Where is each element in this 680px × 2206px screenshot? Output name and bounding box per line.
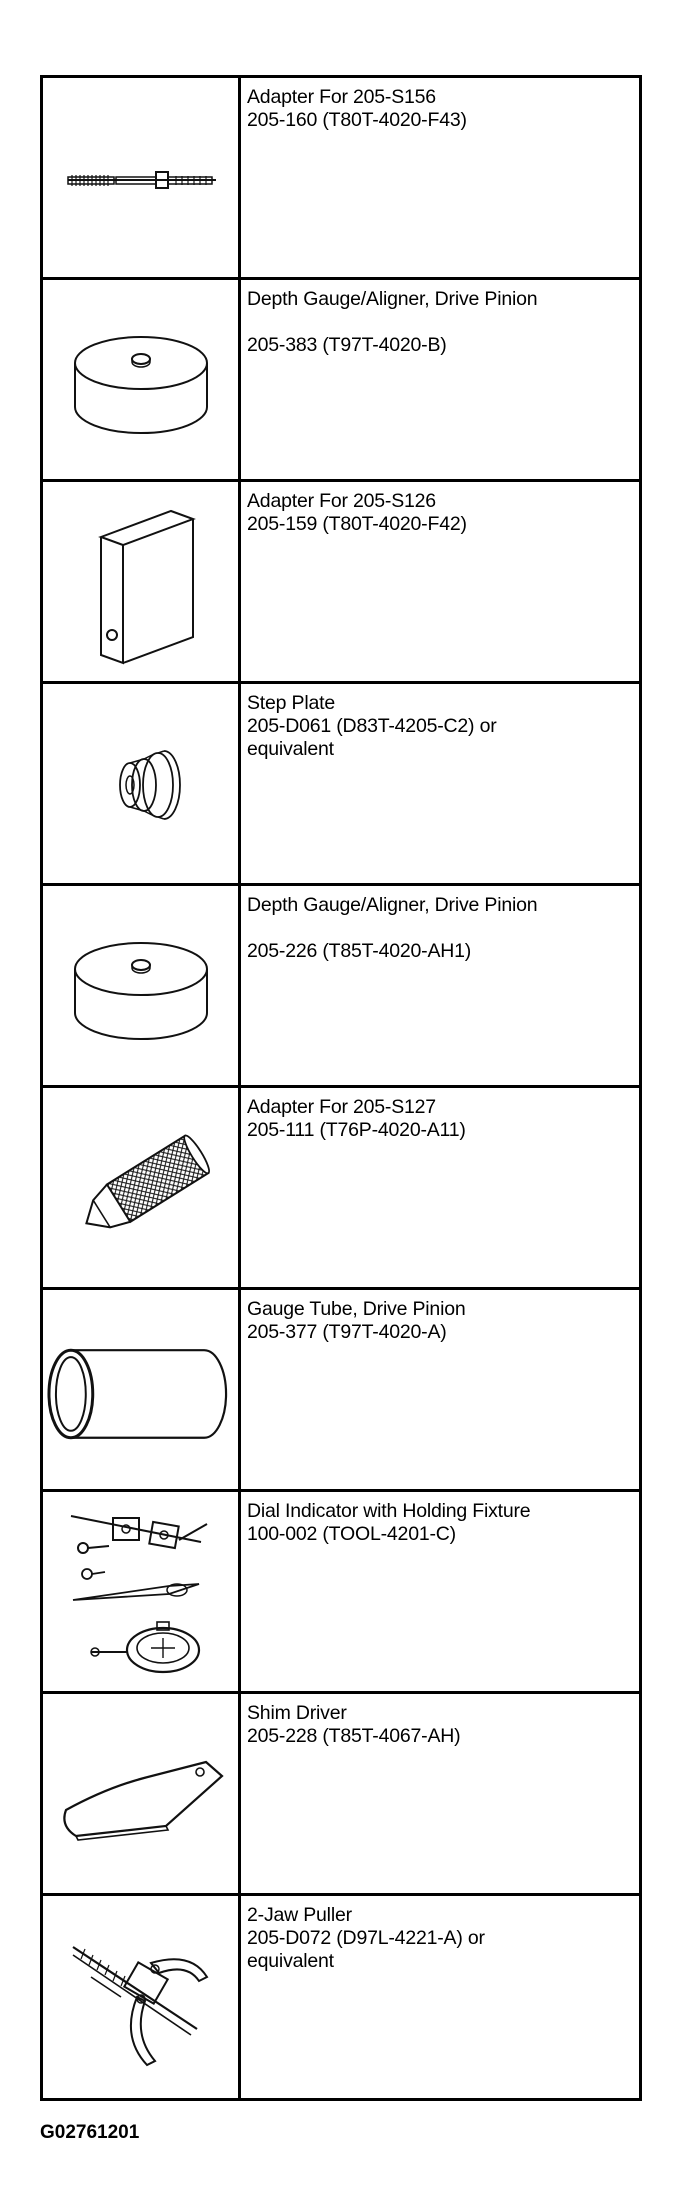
knurled-adapter-icon bbox=[56, 1113, 226, 1263]
tool-row bbox=[43, 280, 639, 482]
tool-part-number: 205-D061 (D83T-4205-C2) or bbox=[247, 715, 497, 737]
figure-id: G02761201 bbox=[40, 2122, 140, 2143]
tool-row bbox=[43, 78, 639, 280]
tool-image-cell bbox=[43, 1694, 241, 1893]
tool-description bbox=[241, 1290, 639, 1489]
tool-name: Depth Gauge/Aligner, Drive Pinion bbox=[247, 894, 538, 916]
tool-description bbox=[241, 1694, 639, 1893]
tool-part-number: 205-377 (T97T-4020-A) bbox=[247, 1321, 447, 1343]
tool-note: equivalent bbox=[247, 1950, 334, 1972]
tool-part-number: 205-D072 (D97L-4221-A) or bbox=[247, 1927, 485, 1949]
tool-description bbox=[241, 280, 639, 479]
tool-description bbox=[241, 482, 639, 681]
tool-part-number: 205-228 (T85T-4067-AH) bbox=[247, 1725, 461, 1747]
tool-row bbox=[43, 1088, 639, 1290]
tool-image-cell bbox=[43, 1088, 241, 1287]
tool-name: Step Plate bbox=[247, 692, 335, 714]
jaw-puller-icon bbox=[51, 1917, 231, 2077]
tool-description bbox=[241, 1492, 639, 1691]
tool-row bbox=[43, 1896, 639, 2098]
tool-name: Adapter For 205-S127 bbox=[247, 1096, 436, 1118]
tool-name: Dial Indicator with Holding Fixture bbox=[247, 1500, 531, 1522]
gauge-tube-icon bbox=[43, 1320, 238, 1460]
dial-indicator-icon bbox=[51, 1502, 231, 1682]
tool-row bbox=[43, 1492, 639, 1694]
tool-part-number: 205-226 (T85T-4020-AH1) bbox=[247, 940, 472, 962]
tool-description bbox=[241, 1088, 639, 1287]
tool-name: Depth Gauge/Aligner, Drive Pinion bbox=[247, 288, 538, 310]
spacer bbox=[247, 917, 633, 940]
tool-part-number: 205-159 (T80T-4020-F42) bbox=[247, 513, 467, 535]
step-plate-icon bbox=[86, 729, 196, 839]
tool-image-cell bbox=[43, 280, 241, 479]
tool-description bbox=[241, 1896, 639, 2098]
tool-image-cell bbox=[43, 482, 241, 681]
tool-part-number: 205-383 (T97T-4020-B) bbox=[247, 334, 447, 356]
spacer bbox=[247, 311, 633, 334]
tool-image-cell bbox=[43, 1492, 241, 1691]
tool-name: Gauge Tube, Drive Pinion bbox=[247, 1298, 466, 1320]
special-tools-table bbox=[40, 75, 642, 2101]
tool-image-cell bbox=[43, 684, 241, 883]
tool-image-cell bbox=[43, 1896, 241, 2098]
shim-driver-icon bbox=[46, 1734, 236, 1854]
tool-row bbox=[43, 1290, 639, 1492]
adapter-block-icon bbox=[71, 497, 211, 667]
tool-part-number: 205-160 (T80T-4020-F43) bbox=[247, 109, 467, 131]
tool-name: 2-Jaw Puller bbox=[247, 1904, 352, 1926]
tool-row bbox=[43, 1694, 639, 1896]
adapter-rod-icon bbox=[56, 158, 226, 198]
tool-part-number: 100-002 (TOOL-4201-C) bbox=[247, 1523, 456, 1545]
depth-gauge-disc-icon bbox=[61, 315, 221, 445]
tool-image-cell bbox=[43, 886, 241, 1085]
tool-note: equivalent bbox=[247, 738, 334, 760]
tool-name: Shim Driver bbox=[247, 1702, 347, 1724]
tool-name: Adapter For 205-S126 bbox=[247, 490, 436, 512]
tool-image-cell bbox=[43, 78, 241, 277]
tool-name: Adapter For 205-S156 bbox=[247, 86, 436, 108]
tool-part-number: 205-111 (T76P-4020-A11) bbox=[247, 1119, 466, 1141]
tool-description bbox=[241, 78, 639, 277]
tool-row bbox=[43, 482, 639, 684]
tool-image-cell bbox=[43, 1290, 241, 1489]
depth-gauge-disc-icon bbox=[61, 921, 221, 1051]
tool-description bbox=[241, 886, 639, 1085]
tool-description bbox=[241, 684, 639, 883]
tool-row bbox=[43, 886, 639, 1088]
tool-row bbox=[43, 684, 639, 886]
